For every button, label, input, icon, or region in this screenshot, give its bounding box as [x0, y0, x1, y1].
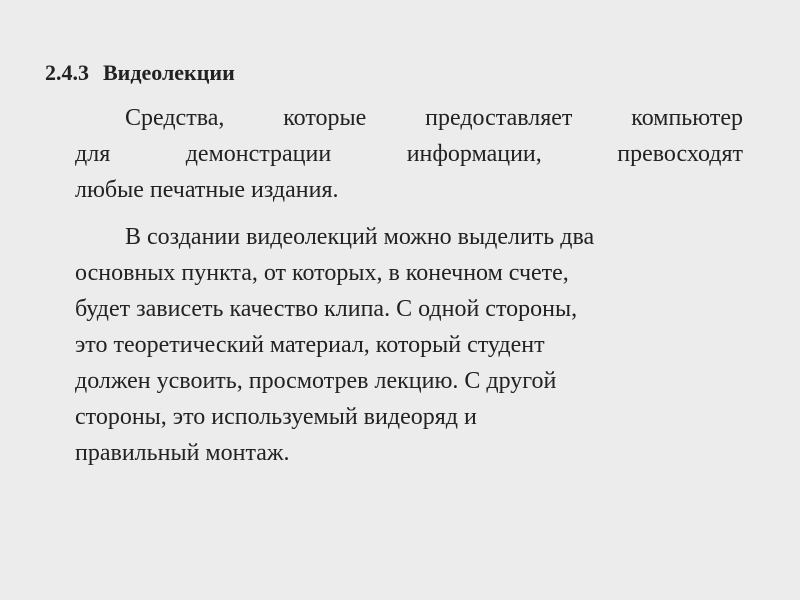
- paragraph-1: [75, 100, 743, 208]
- section-title: Видеолекции: [103, 60, 235, 85]
- paragraph-2: [75, 219, 743, 471]
- paragraph-1-line: Средства, которые предоставляет компьютер: [125, 105, 743, 131]
- paragraph-2-line: это теоретический материал, который студент: [75, 332, 545, 358]
- section-heading: [45, 58, 235, 88]
- section-number: 2.4.3: [45, 60, 89, 85]
- paragraph-1-line: любые печатные издания.: [75, 177, 339, 203]
- paragraph-2-line: правильный монтаж.: [75, 440, 290, 466]
- paragraph-2-line: должен усвоить, просмотрев лекцию. С другой: [75, 368, 557, 394]
- paragraph-1-line: для демонстрации информации, превосходят: [75, 141, 743, 167]
- paragraph-2-line: будет зависеть качество клипа. С одной стороны,: [75, 296, 578, 322]
- paragraph-2-line: В создании видеолекций можно выделить два: [125, 224, 595, 250]
- paragraph-2-line: основных пункта, от которых, в конечном счете,: [75, 260, 569, 286]
- paragraph-2-line: стороны, это используемый видеоряд и: [75, 404, 477, 430]
